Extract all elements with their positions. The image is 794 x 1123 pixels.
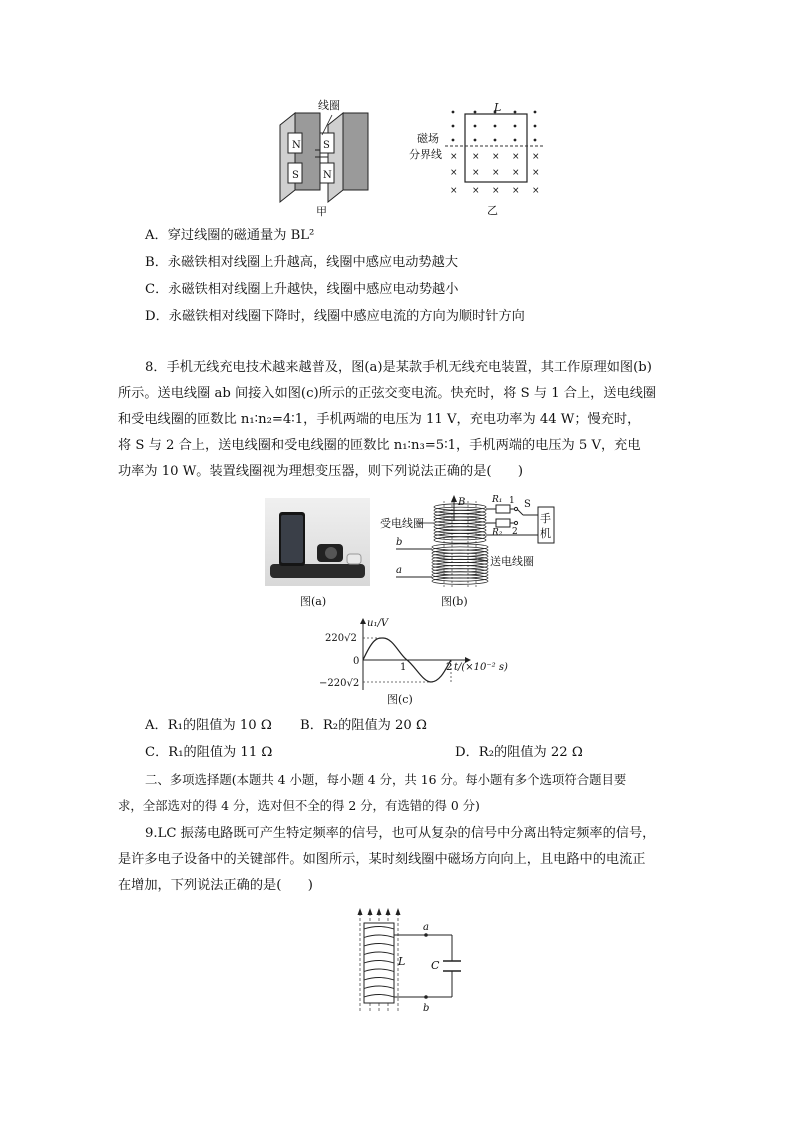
field-cross: × — [512, 152, 520, 162]
field-cross: × — [472, 152, 480, 162]
inductor-label: L — [398, 955, 406, 968]
q7-option-b: B．永磁铁相对线圈上升越高，线圈中感应电动势越大 — [145, 255, 459, 270]
boundary-label-2: 分界线 — [409, 148, 442, 161]
r2-label: R₂ — [492, 528, 503, 538]
pole-s-right: S — [323, 140, 330, 151]
fig-b-caption: 图(b) — [441, 595, 468, 608]
field-dot — [474, 125, 477, 128]
figure-yi — [395, 100, 555, 220]
b-field-label: B — [458, 497, 466, 508]
a-node-label: a — [423, 922, 429, 933]
fig-c-caption: 图(c) — [387, 693, 413, 706]
q7-option-d: D．永磁铁相对线圈下降时，线圈中感应电流的方向为顺时针方向 — [145, 309, 525, 324]
resistor-r2 — [496, 519, 510, 527]
field-crosses — [450, 152, 540, 196]
field-dot — [494, 125, 497, 128]
q7-option-c: C．永磁铁相对线圈上升越快，线圈中感应电动势越小 — [145, 282, 459, 297]
q8-line-3: 和受电线圈的匝数比 n₁∶n₂=4∶1，手机两端的电压为 11 V，充电功率为 44 W；慢充时， — [118, 412, 641, 427]
field-dot — [534, 139, 537, 142]
y-top-label: 220√2 — [325, 633, 357, 644]
q8-line-1: 8．手机无线充电技术越来越普及，图(a)是某款手机无线充电装置，其工作原理如图(b) — [145, 360, 652, 375]
field-arrow — [358, 908, 363, 915]
q9-line-2: 是许多电子设备中的关键部件。如图所示，某时刻线圈中磁场方向向上，且电路中的电流正 — [118, 852, 646, 867]
l-label: L — [494, 101, 502, 114]
q8-line-2: 所示。送电线圈 ab 间接入如图(c)所示的正弦交变电流。快充时，将 S 与 1 合上，送电线圈 — [118, 386, 657, 401]
field-cross: × — [472, 186, 480, 196]
field-dots — [452, 111, 537, 142]
x-axis-label: t/(×10⁻² s) — [454, 662, 508, 673]
pole-s-left: S — [292, 170, 299, 181]
phone-label-1: 手 — [540, 512, 551, 525]
field-dot — [452, 139, 455, 142]
x-tick-1-label: 1 — [400, 662, 407, 673]
q8-option-a: A．R₁的阻值为 10 Ω — [145, 718, 272, 733]
field-arrow — [396, 908, 401, 915]
figure-c-sine — [315, 616, 535, 694]
boundary-label-1: 磁场 — [417, 132, 439, 145]
q8-line-5: 功率为 10 W。装置线圈视为理想变压器，则下列说法正确的是( ) — [118, 464, 524, 479]
q7-option-a: A．穿过线圈的磁通量为 BL² — [145, 228, 315, 243]
field-dot — [452, 111, 455, 114]
field-arrow — [368, 908, 373, 915]
field-arrow — [377, 908, 382, 915]
r1-label: R₁ — [492, 495, 503, 505]
field-cross: × — [492, 152, 500, 162]
field-dot — [452, 125, 455, 128]
field-cross: × — [450, 186, 458, 196]
section2-line-2: 求，全部选对的得 4 分，选对但不全的得 2 分，有选错的得 0 分) — [118, 798, 480, 813]
q8-line-4: 将 S 与 2 合上，送电线圈和受电线圈的匝数比 n₁∶n₃=5∶1，手机两端的电压为 5 V，充电 — [118, 438, 641, 453]
y-axis-label: u₁/V — [367, 618, 389, 629]
x-tick-2-label: 2 — [446, 662, 453, 673]
figure-jia — [270, 95, 380, 220]
figure-a-photo — [265, 498, 370, 586]
field-dot — [514, 111, 517, 114]
capacitor-label: C — [431, 959, 440, 972]
field-cross: × — [512, 168, 520, 178]
switch-2-label: 2 — [512, 527, 518, 537]
pole-n-right: N — [323, 170, 332, 181]
q9-line-1: 9.LC 振荡电路既可产生特定频率的信号，也可从复杂的信号中分离出特定频率的信号， — [145, 826, 656, 841]
field-cross: × — [532, 152, 540, 162]
field-dot — [534, 125, 537, 128]
field-dot — [534, 111, 537, 114]
q8-option-b: B．R₂的阻值为 20 Ω — [300, 718, 427, 733]
field-dot — [514, 139, 517, 142]
field-dot — [474, 111, 477, 114]
field-cross: × — [532, 168, 540, 178]
figure-b-circuit — [378, 493, 568, 591]
b-terminal-label: b — [396, 537, 403, 548]
field-cross: × — [532, 186, 540, 196]
phone-label-2: 机 — [540, 527, 551, 540]
switch-s-label: S — [524, 499, 531, 510]
fig-a-caption: 图(a) — [300, 595, 327, 608]
q9-line-3: 在增加，下列说法正确的是( ) — [118, 878, 313, 893]
pole-n-left: N — [292, 140, 301, 151]
field-cross: × — [450, 152, 458, 162]
b-node-label: b — [423, 1003, 430, 1014]
coil-stack — [432, 501, 488, 587]
field-arrow — [386, 908, 391, 915]
field-cross: × — [492, 168, 500, 178]
field-cross: × — [492, 186, 500, 196]
y-bottom-label: −220√2 — [319, 678, 360, 689]
figure-lc-circuit — [350, 903, 470, 1015]
caption-jia: 甲 — [316, 205, 327, 218]
resistor-r1 — [496, 505, 510, 513]
y-zero-label: 0 — [353, 656, 360, 667]
a-terminal-label: a — [396, 565, 402, 576]
field-cross: × — [450, 168, 458, 178]
send-coil-label: 送电线圈 — [490, 555, 534, 568]
field-cross: × — [512, 186, 520, 196]
coil-label: 线圈 — [318, 99, 340, 112]
field-dot — [514, 125, 517, 128]
section2-line-1: 二、多项选择题(本题共 4 小题，每小题 4 分，共 16 分。每小题有多个选项符合题目要 — [145, 772, 627, 787]
field-cross: × — [472, 168, 480, 178]
field-dot — [474, 139, 477, 142]
field-dot — [494, 139, 497, 142]
q8-option-c: C．R₁的阻值为 11 Ω — [145, 745, 273, 760]
q8-option-d: D．R₂的阻值为 22 Ω — [455, 745, 583, 760]
switch-1-label: 1 — [509, 496, 515, 506]
receive-coil-label: 受电线圈 — [380, 517, 424, 530]
caption-yi: 乙 — [487, 204, 498, 217]
